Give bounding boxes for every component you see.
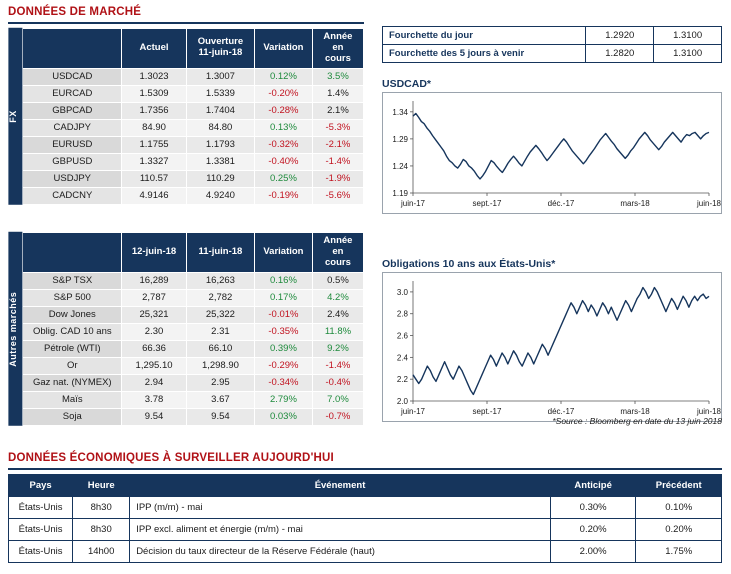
row-current: 2,787 <box>122 289 187 306</box>
row-ytd: 11.8% <box>312 323 363 340</box>
row-variation: 2.79% <box>254 391 312 408</box>
eco-heure: 8h30 <box>73 519 130 541</box>
row-variation: -0.28% <box>254 102 312 119</box>
svg-text:1.24: 1.24 <box>392 161 408 171</box>
row-variation: -0.20% <box>254 85 312 102</box>
row-ytd: 4.2% <box>312 289 363 306</box>
row-current: 2.30 <box>122 323 187 340</box>
eco-anticipe: 2.00% <box>550 541 636 563</box>
row-label: CADCNY <box>23 187 122 204</box>
row-label: GBPCAD <box>23 102 122 119</box>
row-previous: 84.80 <box>186 119 254 136</box>
table-row <box>23 289 364 306</box>
eco-evenement: Décision du taux directeur de la Réserve Fédérale (haut) <box>130 541 551 563</box>
eco-precedent: 0.10% <box>636 497 722 519</box>
table-row <box>23 340 364 357</box>
svg-text:juin-17: juin-17 <box>400 199 426 208</box>
svg-text:déc.-17: déc.-17 <box>547 407 575 416</box>
row-ytd: 9.2% <box>312 340 363 357</box>
source-note: *Source : Bloomberg en date du 13 juin 2018 <box>552 416 722 426</box>
row-current: 25,321 <box>122 306 187 323</box>
row-previous: 66.10 <box>186 340 254 357</box>
row-label: USDCAD <box>23 68 122 85</box>
table-row <box>23 306 364 323</box>
row-current: 1.3327 <box>122 153 187 170</box>
range-low: 1.2820 <box>586 45 654 63</box>
svg-text:2.8: 2.8 <box>396 309 408 319</box>
row-ytd: 1.4% <box>312 85 363 102</box>
eco-table-wrapper <box>8 474 722 563</box>
row-label: EURCAD <box>23 85 122 102</box>
row-label: Gaz nat. (NYMEX) <box>23 374 122 391</box>
eco-table <box>8 474 722 563</box>
row-previous: 1,298.90 <box>186 357 254 374</box>
markets-table <box>22 232 364 426</box>
table-row <box>23 391 364 408</box>
table-row <box>23 408 364 425</box>
row-label: CADJPY <box>23 119 122 136</box>
chart-usdcad-svg <box>383 93 721 213</box>
svg-text:2.0: 2.0 <box>396 397 408 406</box>
eco-pays: États-Unis <box>9 519 73 541</box>
eco-col-anticipe: Anticipé <box>550 475 636 497</box>
table-row <box>23 272 364 289</box>
table-row <box>23 85 364 102</box>
markets-header-row <box>23 233 364 273</box>
table-row <box>23 153 364 170</box>
row-variation: 0.13% <box>254 119 312 136</box>
row-variation: 0.25% <box>254 170 312 187</box>
row-label: Dow Jones <box>23 306 122 323</box>
page-title-market: DONNÉES DE MARCHÉ <box>8 6 142 18</box>
eco-header-row <box>9 475 722 497</box>
markets-col-annee: Année en cours <box>312 233 363 273</box>
row-variation: 0.16% <box>254 272 312 289</box>
row-current: 66.36 <box>122 340 187 357</box>
row-current: 2.94 <box>122 374 187 391</box>
row-ytd: 2.1% <box>312 102 363 119</box>
fx-col-annee: Année en cours <box>312 29 363 69</box>
chart-ust10-title: Obligations 10 ans aux États-Unis* <box>382 258 556 270</box>
row-variation: -0.40% <box>254 153 312 170</box>
row-current: 1.7356 <box>122 102 187 119</box>
row-current: 16,289 <box>122 272 187 289</box>
row-previous: 25,322 <box>186 306 254 323</box>
row-variation: -0.29% <box>254 357 312 374</box>
fx-col-name <box>23 29 122 69</box>
row-previous: 4.9240 <box>186 187 254 204</box>
row-previous: 2,782 <box>186 289 254 306</box>
row-label: Maïs <box>23 391 122 408</box>
table-row <box>23 374 364 391</box>
chart-usdcad-block <box>382 78 722 214</box>
markets-side-label: Autres marchés <box>8 232 22 426</box>
eco-col-pays: Pays <box>9 475 73 497</box>
row-variation: -0.01% <box>254 306 312 323</box>
svg-text:juin-18: juin-18 <box>696 407 721 416</box>
row-current: 4.9146 <box>122 187 187 204</box>
row-previous: 16,263 <box>186 272 254 289</box>
row-variation: -0.32% <box>254 136 312 153</box>
row-previous: 3.67 <box>186 391 254 408</box>
row-label: GBPUSD <box>23 153 122 170</box>
table-row <box>9 519 722 541</box>
table-row <box>23 323 364 340</box>
chart-ust10-box <box>382 272 722 422</box>
range-high: 1.3100 <box>654 27 722 45</box>
chart-ust10-svg <box>383 273 721 421</box>
svg-text:juin-18: juin-18 <box>696 199 721 208</box>
row-previous: 9.54 <box>186 408 254 425</box>
svg-text:mars-18: mars-18 <box>620 407 650 416</box>
eco-heure: 8h30 <box>73 497 130 519</box>
eco-evenement: IPP (m/m) - mai <box>130 497 551 519</box>
row-previous: 1.1793 <box>186 136 254 153</box>
row-ytd: -1.9% <box>312 170 363 187</box>
row-variation: 0.17% <box>254 289 312 306</box>
row-variation: 0.39% <box>254 340 312 357</box>
table-row <box>23 68 364 85</box>
row-ytd: -1.4% <box>312 153 363 170</box>
table-row <box>23 170 364 187</box>
fx-table <box>22 28 364 205</box>
eco-pays: États-Unis <box>9 497 73 519</box>
row-previous: 1.7404 <box>186 102 254 119</box>
row-label: S&P TSX <box>23 272 122 289</box>
fx-side-label: FX <box>8 28 22 205</box>
table-row <box>23 136 364 153</box>
title-rule-economic <box>8 468 722 470</box>
row-current: 3.78 <box>122 391 187 408</box>
fx-col-ouverture: Ouverture 11-juin-18 <box>186 29 254 69</box>
svg-text:3.0: 3.0 <box>396 287 408 297</box>
row-variation: -0.34% <box>254 374 312 391</box>
table-row <box>23 357 364 374</box>
row-ytd: -2.1% <box>312 136 363 153</box>
row-label: Or <box>23 357 122 374</box>
page-title-economic: DONNÉES ÉCONOMIQUES À SURVEILLER AUJOURD'HUI <box>8 452 334 464</box>
row-ytd: 3.5% <box>312 68 363 85</box>
row-previous: 2.95 <box>186 374 254 391</box>
markets-table-wrapper <box>8 232 364 426</box>
svg-text:déc.-17: déc.-17 <box>547 199 575 208</box>
fx-col-variation: Variation <box>254 29 312 69</box>
svg-text:2.2: 2.2 <box>396 375 408 385</box>
svg-text:juin-17: juin-17 <box>400 407 426 416</box>
svg-text:sept.-17: sept.-17 <box>472 407 502 416</box>
range-label: Fourchette du jour <box>383 27 586 45</box>
eco-col-precedent: Précédent <box>636 475 722 497</box>
eco-col-evenement: Événement <box>130 475 551 497</box>
row-current: 1.3023 <box>122 68 187 85</box>
row-current: 9.54 <box>122 408 187 425</box>
row-label: EURUSD <box>23 136 122 153</box>
table-row <box>23 119 364 136</box>
table-row <box>9 541 722 563</box>
title-rule-market <box>8 22 364 24</box>
row-ytd: -5.3% <box>312 119 363 136</box>
range-table <box>382 26 722 63</box>
range-table-wrapper <box>382 26 722 63</box>
eco-precedent: 0.20% <box>636 519 722 541</box>
table-row <box>23 187 364 204</box>
eco-anticipe: 0.30% <box>550 497 636 519</box>
row-previous: 1.3007 <box>186 68 254 85</box>
row-ytd: -0.7% <box>312 408 363 425</box>
row-current: 84.90 <box>122 119 187 136</box>
row-ytd: 2.4% <box>312 306 363 323</box>
chart-ust10-block <box>382 258 722 422</box>
table-row <box>23 102 364 119</box>
row-previous: 110.29 <box>186 170 254 187</box>
range-row <box>383 45 722 63</box>
chart-usdcad-title: USDCAD* <box>382 78 432 90</box>
row-previous: 1.3381 <box>186 153 254 170</box>
eco-evenement: IPP excl. aliment et énergie (m/m) - mai <box>130 519 551 541</box>
row-ytd: -1.4% <box>312 357 363 374</box>
eco-precedent: 1.75% <box>636 541 722 563</box>
row-ytd: -0.4% <box>312 374 363 391</box>
svg-text:1.29: 1.29 <box>392 134 408 144</box>
row-variation: -0.35% <box>254 323 312 340</box>
row-ytd: 7.0% <box>312 391 363 408</box>
fx-col-actuel: Actuel <box>122 29 187 69</box>
svg-text:mars-18: mars-18 <box>620 199 650 208</box>
row-variation: -0.19% <box>254 187 312 204</box>
row-label: S&P 500 <box>23 289 122 306</box>
svg-text:1.34: 1.34 <box>392 107 408 117</box>
fx-header-row <box>23 29 364 69</box>
svg-text:1.19: 1.19 <box>392 189 408 198</box>
row-label: Soja <box>23 408 122 425</box>
chart-usdcad-box <box>382 92 722 214</box>
eco-anticipe: 0.20% <box>550 519 636 541</box>
eco-heure: 14h00 <box>73 541 130 563</box>
row-previous: 1.5339 <box>186 85 254 102</box>
eco-col-heure: Heure <box>73 475 130 497</box>
row-ytd: -5.6% <box>312 187 363 204</box>
row-current: 110.57 <box>122 170 187 187</box>
row-label: USDJPY <box>23 170 122 187</box>
svg-text:2.4: 2.4 <box>396 353 408 363</box>
row-ytd: 0.5% <box>312 272 363 289</box>
markets-col-previous: 11-juin-18 <box>186 233 254 273</box>
row-current: 1,295.10 <box>122 357 187 374</box>
row-label: Pétrole (WTI) <box>23 340 122 357</box>
svg-text:2.6: 2.6 <box>396 331 408 341</box>
row-previous: 2.31 <box>186 323 254 340</box>
fx-table-wrapper <box>8 28 364 205</box>
markets-col-name <box>23 233 122 273</box>
range-high: 1.3100 <box>654 45 722 63</box>
svg-text:sept.-17: sept.-17 <box>472 199 502 208</box>
markets-col-variation: Variation <box>254 233 312 273</box>
row-current: 1.1755 <box>122 136 187 153</box>
row-variation: 0.12% <box>254 68 312 85</box>
eco-pays: États-Unis <box>9 541 73 563</box>
range-label: Fourchette des 5 jours à venir <box>383 45 586 63</box>
range-low: 1.2920 <box>586 27 654 45</box>
row-current: 1.5309 <box>122 85 187 102</box>
row-variation: 0.03% <box>254 408 312 425</box>
row-label: Oblig. CAD 10 ans <box>23 323 122 340</box>
table-row <box>9 497 722 519</box>
markets-col-current: 12-juin-18 <box>122 233 187 273</box>
range-row <box>383 27 722 45</box>
